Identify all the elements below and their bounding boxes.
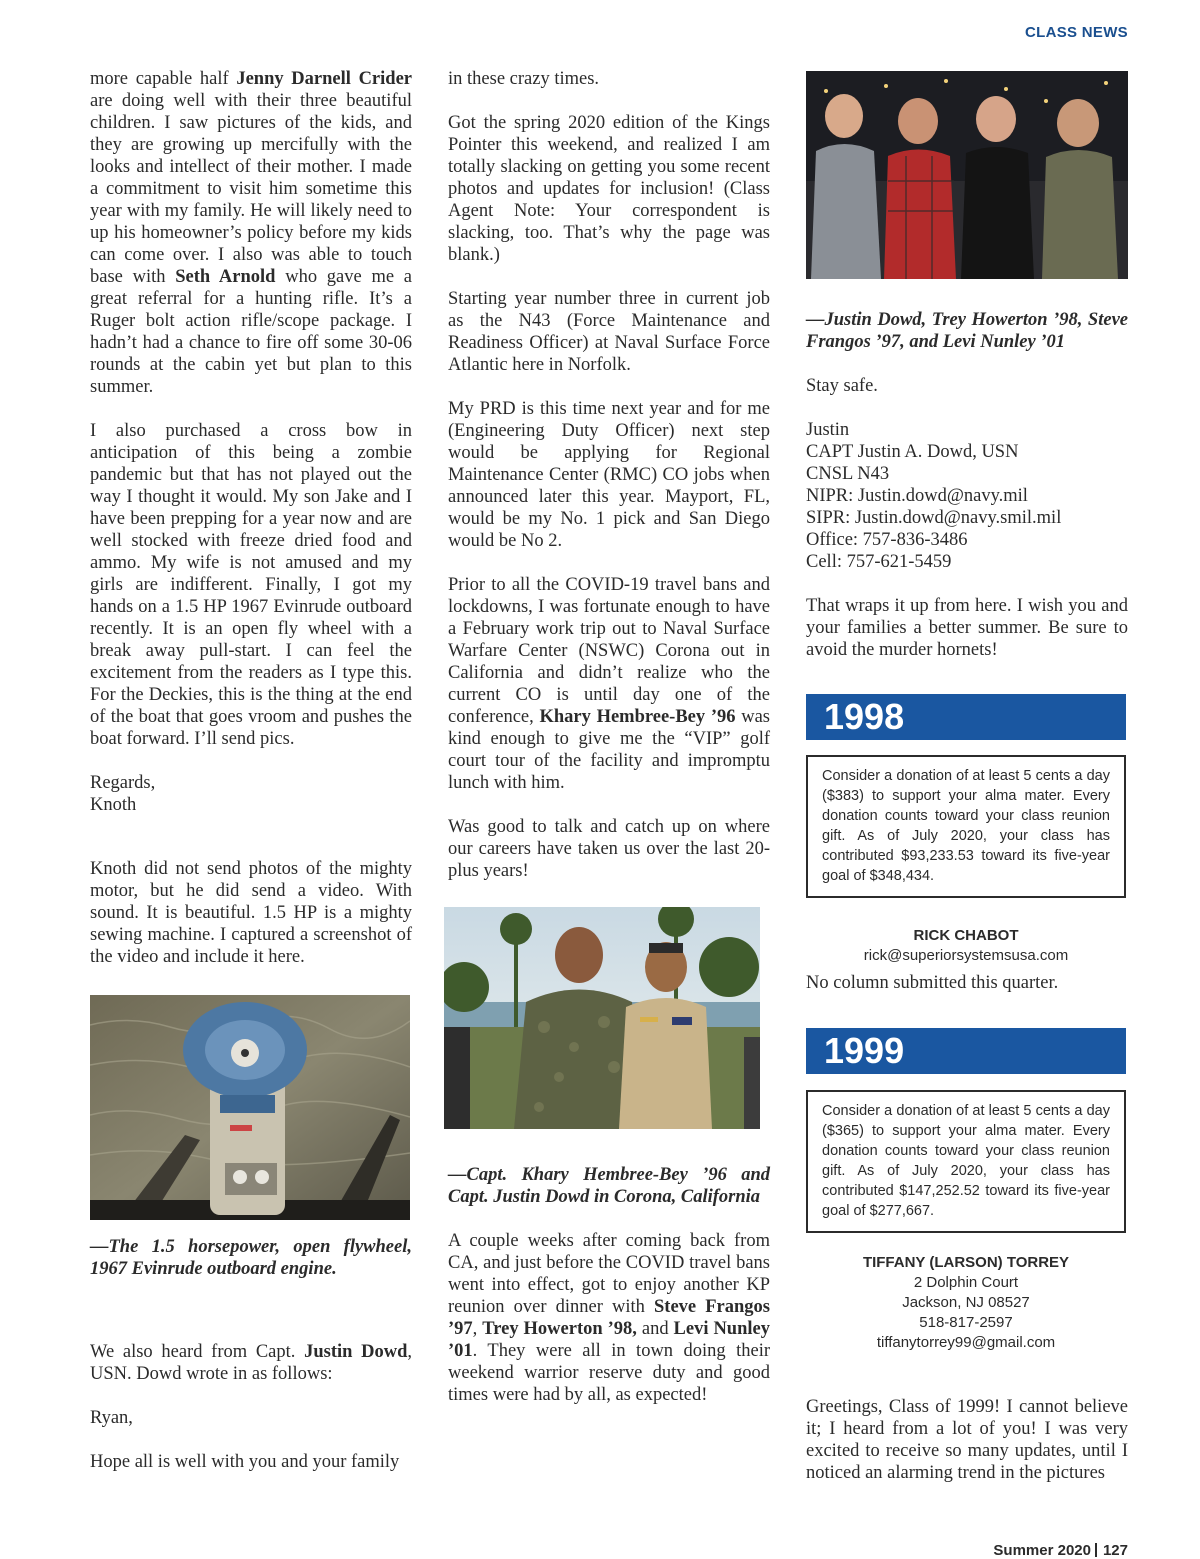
signature-line: CAPT Justin A. Dowd, USN [806, 442, 1019, 462]
no-column-note: No column submitted this quarter. [806, 973, 1059, 993]
paragraph: I also purchased a cross bow in anticipation of this being a zombie pandemic but that has not played out the way I thought it would. My son Jake and I have been prepping for a year now and are well stocked with freeze dried food and ammo. My wife is not amused and my girls are indifferent. Finally, I got my hands on a 1.5 HP 1967 Evinrude outboard recently. It is an open fly wheel with a break away pull-start. I can feel the excitement from the readers as I type this. For the Deckies, this is the thing at the end of the boat that goes vroom and pushes the boat forward. I’ll send pics. [90, 421, 412, 749]
signature-line: SIPR: Justin.dowd@navy.smil.mil [806, 508, 1062, 528]
paragraph: Was good to talk and catch up on where our careers have taken us over the last 20-plus years! [448, 817, 770, 881]
class-year-1999-header: 1999 [806, 1028, 1126, 1074]
signature: Knoth [90, 795, 137, 815]
paragraph: Starting year number three in current job as the N43 (Force Maintenance and Readiness Officer) at Naval Surface Force Atlantic here in Norfolk. [448, 289, 770, 375]
signature-line: CNSL N43 [806, 464, 890, 484]
paragraph: We also heard from Capt. Justin Dowd, USN. Dowd wrote in as follows: [90, 1342, 412, 1384]
paragraph: Hope all is well with you and your family [90, 1452, 400, 1472]
issue-label: Summer 2020 [993, 1542, 1091, 1559]
correspondent-name: TIFFANY (LARSON) TORREY [862, 1254, 1070, 1271]
section-header: CLASS NEWS [1024, 24, 1128, 41]
class-year-1998-header: 1998 [806, 694, 1126, 740]
paragraph: Prior to all the COVID-19 travel bans and lockdowns, I was fortunate enough to have a February work trip out to Naval Surface Warfare Center (NSWC) Corona out in California and didn’t realize who the current CO is until day one of the conference, Khary Hembree-Bey ’96 was kind enough to give me the “VIP” golf court tour of the facility and impromptu lunch with him. [448, 575, 770, 793]
class-contact-1998 [806, 926, 1126, 966]
correspondent-email: rick@superiorsystemsusa.com [863, 947, 1069, 964]
outboard-engine-photo [90, 995, 410, 1220]
paragraph: more capable half Jenny Darnell Crider are doing well with their three beautiful children. I saw pictures of the kids, and they are growing up mercifully with the looks and intellect of their mother. I made a commitment to visit him sometime this year with my family. He will likely need to up his homeowner’s policy before my kids can come over. I also was able to touch base with Seth Arnold who gave me a great referral for a hunting rifle. It’s a Ruger bolt action rifle/scope package. I hadn’t had a chance to fire off some 30-06 rounds at the cabin yet but plan to this summer. [90, 69, 413, 397]
footer-divider [1095, 1543, 1097, 1557]
paragraph: A couple weeks after coming back from CA, and just before the COVID travel bans went into effect, got to enjoy another KP reunion over dinner with Steve Frangos ’97, Trey Howerton ’98, and Levi Nunley ’01. They were all in town doing their weekend warrior reserve duty and good times were had by all, as expected! [448, 1231, 770, 1405]
donation-box-1998: Consider a donation of at least 5 cents a day ($383) to support your alma mater. Every donation counts toward your class reunion gift. As of July 2020, your class has contributed $93,233.53 toward its five-year goal of $348,434. [806, 755, 1126, 898]
paragraph: My PRD is this time next year and for me (Engineering Duty Officer) next step would be applying for Regional Maintenance Center (RMC) CO jobs when announced later this year. Mayport, FL, would be my No. 1 pick and San Diego would be No 2. [448, 399, 770, 551]
photo-caption: —The 1.5 horsepower, open flywheel, 1967 Evinrude outboard engine. [90, 1237, 412, 1279]
paragraph: Greetings, Class of 1999! I cannot believe it; I heard from a lot of you! I was very excited to receive so many updates, until I noticed an alarming trend in the pictures [806, 1397, 1128, 1483]
class-contact-1999 [806, 1253, 1126, 1353]
page-footer [993, 1542, 1128, 1559]
column-2 [448, 68, 770, 882]
paragraph: in these crazy times. [448, 69, 600, 89]
paragraph: Knoth did not send photos of the mighty motor, but he did send a video. With sound. It is beautiful. 1.5 HP is a mighty sewing machine. I captured a screenshot of the video and include it here. [90, 859, 412, 967]
paragraph: Got the spring 2020 edition of the Kings Pointer this weekend, and realized I am totally slacking on getting you some recent photos and updates for inclusion! (Class Agent Note: Your correspondent is slacking, too. That’s why the page was blank.) [448, 113, 770, 265]
greeting: Ryan, [90, 1408, 133, 1428]
signature-line: Office: 757-836-3486 [806, 530, 968, 550]
paragraph: That wraps it up from here. I wish you and your families a better summer. Be sure to avoid the murder hornets! [806, 596, 1128, 660]
correspondent-address: 2 Dolphin Court [913, 1274, 1019, 1291]
correspondent-email: tiffanytorrey99@gmail.com [876, 1334, 1056, 1351]
closing: Regards, [90, 773, 156, 793]
column-1 [90, 68, 412, 968]
closing: Stay safe. [806, 376, 878, 396]
signature-line: Cell: 757-621-5459 [806, 552, 952, 572]
corona-photo [444, 907, 760, 1129]
signature-line: NIPR: Justin.dowd@navy.mil [806, 486, 1028, 506]
correspondent-phone: 518-817-2597 [919, 1314, 1013, 1331]
donation-box-1999: Consider a donation of at least 5 cents a day ($365) to support your alma mater. Every donation counts toward your class reunion gift. As of July 2020, your class has contributed $147,252.52 toward its five-year goal of $277,667. [806, 1090, 1126, 1233]
signature-line: Justin [806, 420, 850, 440]
signature-block [806, 419, 1128, 573]
photo-caption: —Justin Dowd, Trey Howerton ’98, Steve Frangos ’97, and Levi Nunley ’01 [806, 310, 1128, 352]
correspondent-name: RICK CHABOT [913, 927, 1019, 944]
page-number: 127 [1102, 1542, 1128, 1559]
photo-caption: —Capt. Khary Hembree-Bey ’96 and Capt. Justin Dowd in Corona, California [448, 1165, 770, 1207]
correspondent-city: Jackson, NJ 08527 [902, 1294, 1030, 1311]
group-photo [806, 71, 1128, 279]
